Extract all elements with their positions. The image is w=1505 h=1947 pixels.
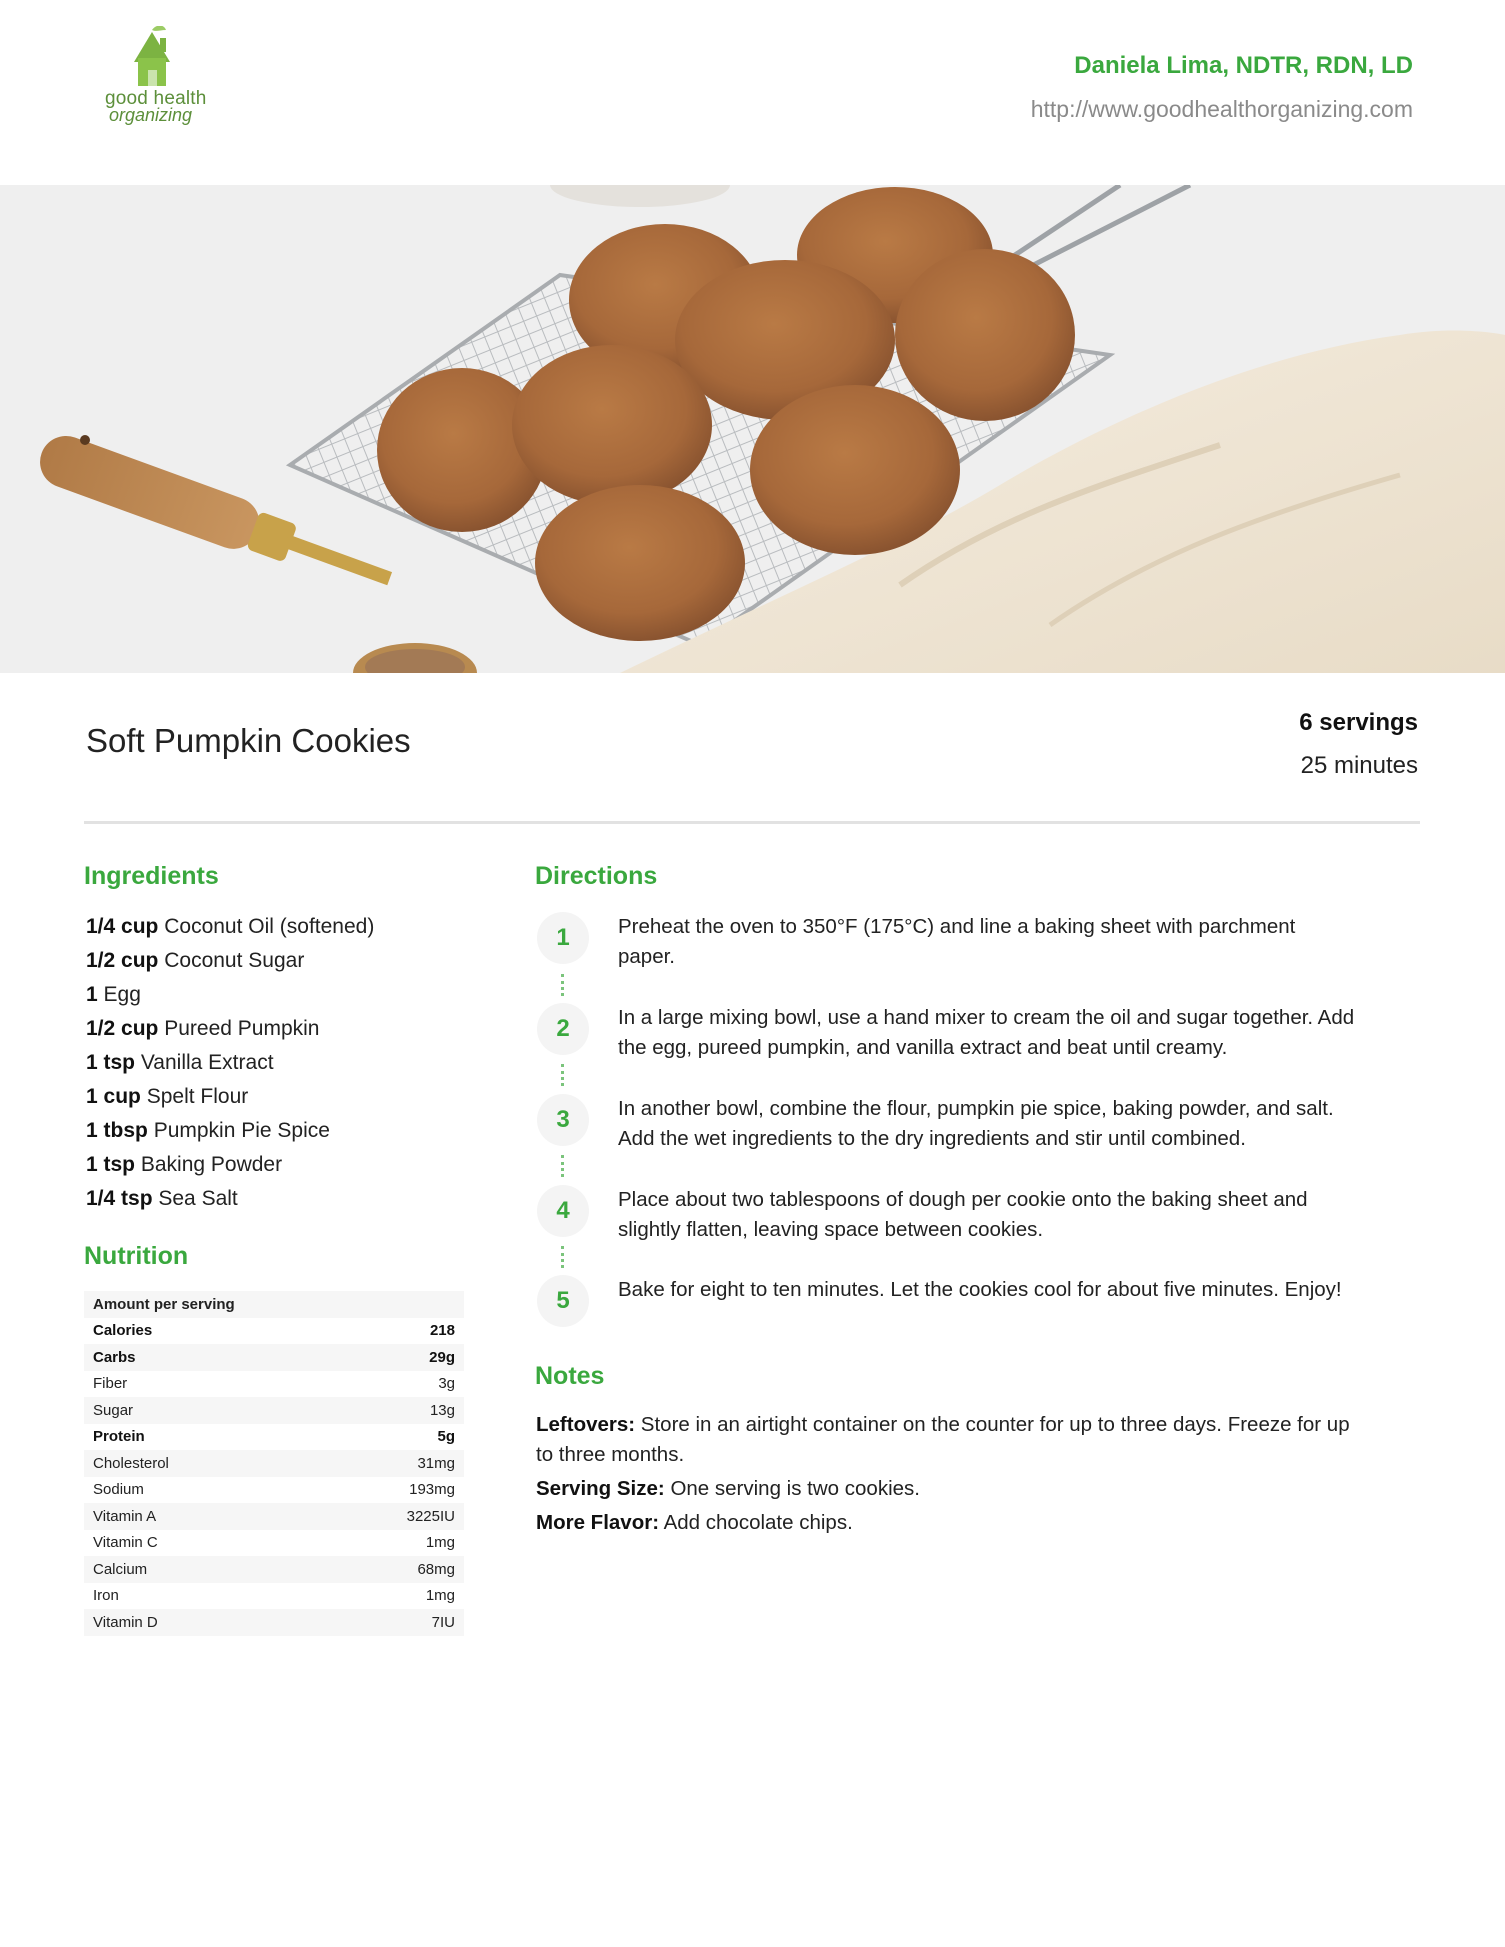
step-connector [561, 1064, 564, 1086]
ingredient-name: Sea Salt [158, 1187, 238, 1210]
step-number: 3 [537, 1094, 589, 1146]
step-number: 1 [537, 912, 589, 964]
ingredient-name: Pureed Pumpkin [164, 1017, 320, 1040]
nutrient-label: Iron [93, 1587, 119, 1605]
nutrient-value: 3g [438, 1375, 455, 1393]
nutrient-value: 31mg [417, 1454, 455, 1472]
ingredient-qty: 1 tsp [86, 1051, 136, 1074]
ingredient-name: Baking Powder [140, 1153, 283, 1176]
nutrient-label: Sodium [93, 1481, 144, 1499]
nutrient-label: Fiber [93, 1375, 128, 1393]
table-row [84, 1556, 464, 1583]
note-item [536, 1474, 1366, 1504]
ingredient-qty: 1 [86, 983, 98, 1006]
house-logo-icon [86, 26, 218, 96]
note-text: Add chocolate chips. [659, 1511, 853, 1534]
ingredient-item [86, 981, 506, 1015]
step-number: 5 [537, 1275, 589, 1327]
step-text: In a large mixing bowl, use a hand mixer to cream the oil and sugar together. Add the egg, pureed pumpkin, and vanilla extract and beat until creamy. [618, 1006, 1355, 1059]
ingredient-item [86, 1117, 506, 1151]
table-row [84, 1344, 464, 1371]
recipe-title: Soft Pumpkin Cookies [86, 722, 411, 759]
ingredient-qty: 1/2 cup [86, 949, 159, 972]
ingredient-qty: 1/4 tsp [86, 1187, 153, 1210]
author-name: Daniela Lima, NDTR, RDN, LD [1074, 52, 1413, 79]
ingredient-qty: 1 cup [86, 1085, 141, 1108]
nutrient-label: Calcium [93, 1560, 148, 1578]
nutrition-heading: Nutrition [84, 1242, 189, 1270]
notes-list [536, 1410, 1366, 1542]
note-text: Store in an airtight container on the counter for up to three days. Freeze for up to three months. [536, 1413, 1350, 1466]
nutrient-value: 29g [429, 1348, 455, 1366]
nutrient-value: 13g [429, 1401, 455, 1419]
step-text: In another bowl, combine the flour, pumpkin pie spice, baking powder, and salt. Add the wet ingredients to the dry ingredients and stir until combined. [618, 1097, 1334, 1150]
note-text: One serving is two cookies. [664, 1477, 920, 1500]
step-text: Preheat the oven to 350°F (175°C) and line a baking sheet with parchment paper. [618, 915, 1296, 968]
table-row [84, 1450, 464, 1477]
ingredient-name: Spelt Flour [146, 1085, 249, 1108]
ingredient-name: Vanilla Extract [140, 1051, 274, 1074]
total-time: 25 minutes [1300, 752, 1418, 779]
logo-wordmark-line2: organizing [109, 105, 193, 125]
ingredient-qty: 1/2 cup [86, 1017, 159, 1040]
ingredient-qty: 1 tbsp [86, 1119, 148, 1142]
step-text: Bake for eight to ten minutes. Let the cookies cool for about five minutes. Enjoy! [618, 1278, 1342, 1301]
step-number: 2 [537, 1003, 589, 1055]
ingredient-name: Coconut Sugar [164, 949, 305, 972]
cookies-photo-illustration [0, 185, 1505, 673]
ingredients-list [86, 913, 506, 1219]
table-row [84, 1397, 464, 1424]
website-link[interactable]: http://www.goodhealthorganizing.com [1030, 96, 1413, 122]
nutrient-value: 3225IU [406, 1507, 455, 1525]
step-connector [561, 974, 564, 996]
note-item [536, 1410, 1366, 1470]
table-row [84, 1477, 464, 1504]
step-connector [561, 1155, 564, 1177]
note-label: More Flavor: [536, 1511, 660, 1534]
ingredient-item [86, 1049, 506, 1083]
nutrient-value: 193mg [409, 1481, 455, 1499]
nutrition-header-label: Amount per serving [93, 1295, 235, 1313]
note-label: Leftovers: [536, 1413, 636, 1436]
table-row [84, 1318, 464, 1345]
nutrient-value: 68mg [417, 1560, 455, 1578]
ingredient-name: Egg [103, 983, 141, 1006]
table-row [84, 1371, 464, 1398]
table-row [84, 1424, 464, 1451]
nutrient-label: Carbs [93, 1348, 136, 1366]
ingredient-item [86, 1151, 506, 1185]
ingredient-item [86, 1083, 506, 1117]
ingredient-item [86, 947, 506, 981]
nutrient-value: 5g [437, 1428, 455, 1446]
ingredient-item [86, 1185, 506, 1219]
nutrition-table [84, 1291, 464, 1636]
note-item [536, 1508, 1366, 1538]
ingredient-qty: 1 tsp [86, 1153, 136, 1176]
section-divider [84, 821, 1420, 824]
nutrient-label: Cholesterol [93, 1454, 169, 1472]
brand-logo [86, 26, 218, 142]
ingredient-item [86, 913, 506, 947]
ingredients-heading: Ingredients [84, 862, 219, 890]
hero-photo [0, 185, 1505, 673]
nutrient-label: Vitamin D [93, 1613, 158, 1631]
table-row [84, 1583, 464, 1610]
nutrient-value: 7IU [431, 1613, 455, 1631]
step-text: Place about two tablespoons of dough per cookie onto the baking sheet and slightly flatten, leaving space between cookies. [618, 1188, 1308, 1241]
nutrient-label: Calories [93, 1322, 153, 1340]
table-row [84, 1530, 464, 1557]
table-row [84, 1291, 464, 1318]
servings-count: 6 servings [1299, 709, 1418, 736]
nutrient-label: Sugar [93, 1401, 134, 1419]
note-label: Serving Size: [536, 1477, 665, 1500]
ingredient-name: Coconut Oil (softened) [164, 915, 375, 938]
nutrient-value: 218 [429, 1322, 455, 1340]
ingredient-item [86, 1015, 506, 1049]
nutrient-label: Vitamin C [93, 1534, 158, 1552]
ingredient-name: Pumpkin Pie Spice [153, 1119, 330, 1142]
table-row [84, 1609, 464, 1636]
nutrient-value: 1mg [425, 1587, 455, 1605]
ingredient-qty: 1/4 cup [86, 915, 159, 938]
nutrient-value: 1mg [425, 1534, 455, 1552]
nutrient-label: Vitamin A [93, 1507, 157, 1525]
nutrient-label: Protein [93, 1428, 145, 1446]
step-connector [561, 1246, 564, 1268]
notes-heading: Notes [535, 1362, 605, 1390]
table-row [84, 1503, 464, 1530]
logo-wordmark-line1: good health [105, 88, 207, 109]
directions-heading: Directions [535, 862, 658, 890]
step-number: 4 [537, 1185, 589, 1237]
